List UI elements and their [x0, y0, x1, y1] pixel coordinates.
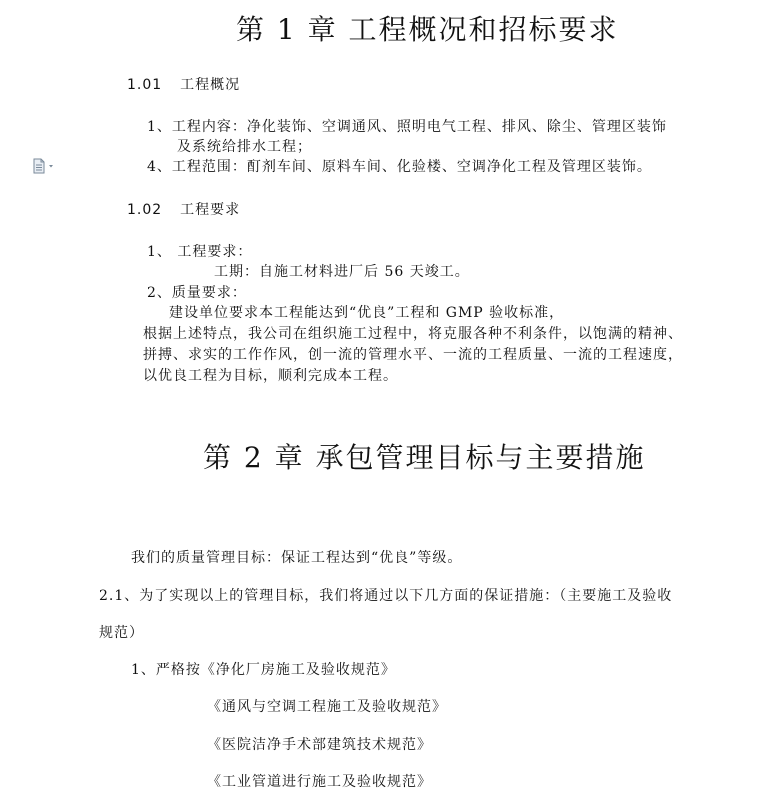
chapter-2-title: 第 2 章 承包管理目标与主要措施 — [203, 441, 646, 474]
paragraph-line: 2.1、为了实现以上的管理目标，我们将通过以下几方面的保证措施：（主要施工及验收 — [99, 588, 673, 604]
spec-item: 《工业管道进行施工及验收规范》 — [207, 774, 432, 790]
paragraph-line: 以优良工程为目标，顺利完成本工程。 — [143, 368, 398, 384]
spec-item: 《医院洁净手术部建筑技术规范》 — [207, 737, 432, 753]
paragraph-line: 拼搏、求实的工作作风，创一流的管理水平、一流的工程质量、一流的工程速度， — [143, 347, 683, 363]
section-number: 1.02 — [127, 202, 163, 218]
paragraph-line: 1、工程内容：净化装饰、空调通风、照明电气工程、排风、除尘、管理区装饰 — [147, 119, 667, 135]
paragraph-line: 建设单位要求本工程能达到“优良”工程和 GMP 验收标准， — [169, 305, 565, 321]
document-icon[interactable] — [32, 158, 58, 174]
section-1-01-heading — [127, 76, 240, 94]
paragraph-line: 根据上述特点，我公司在组织施工过程中，将克服各种不利条件，以饱满的精神、 — [143, 326, 683, 342]
chapter-1-title: 第 1 章 工程概况和招标要求 — [236, 13, 619, 46]
section-title: 工程要求 — [180, 202, 241, 218]
spec-item: 《通风与空调工程施工及验收规范》 — [207, 699, 447, 715]
paragraph-line: 我们的质量管理目标：保证工程达到“优良”等级。 — [131, 550, 463, 566]
section-title: 工程概况 — [180, 77, 241, 93]
paragraph-line: 4、工程范围：酊剂车间、原料车间、化验楼、空调净化工程及管理区装饰。 — [147, 159, 652, 175]
section-number: 1.01 — [127, 77, 163, 93]
paragraph-line: 工期：自施工材料进厂后 56 天竣工。 — [214, 264, 470, 280]
paragraph-line: 1、严格按《净化厂房施工及验收规范》 — [131, 662, 396, 678]
paragraph-line: 2、质量要求： — [147, 285, 247, 301]
paragraph-line: 1、 工程要求： — [147, 244, 253, 260]
section-1-02-heading — [127, 201, 240, 219]
paragraph-line: 规范） — [99, 625, 144, 641]
paragraph-line: 及系统给排水工程； — [177, 139, 312, 155]
